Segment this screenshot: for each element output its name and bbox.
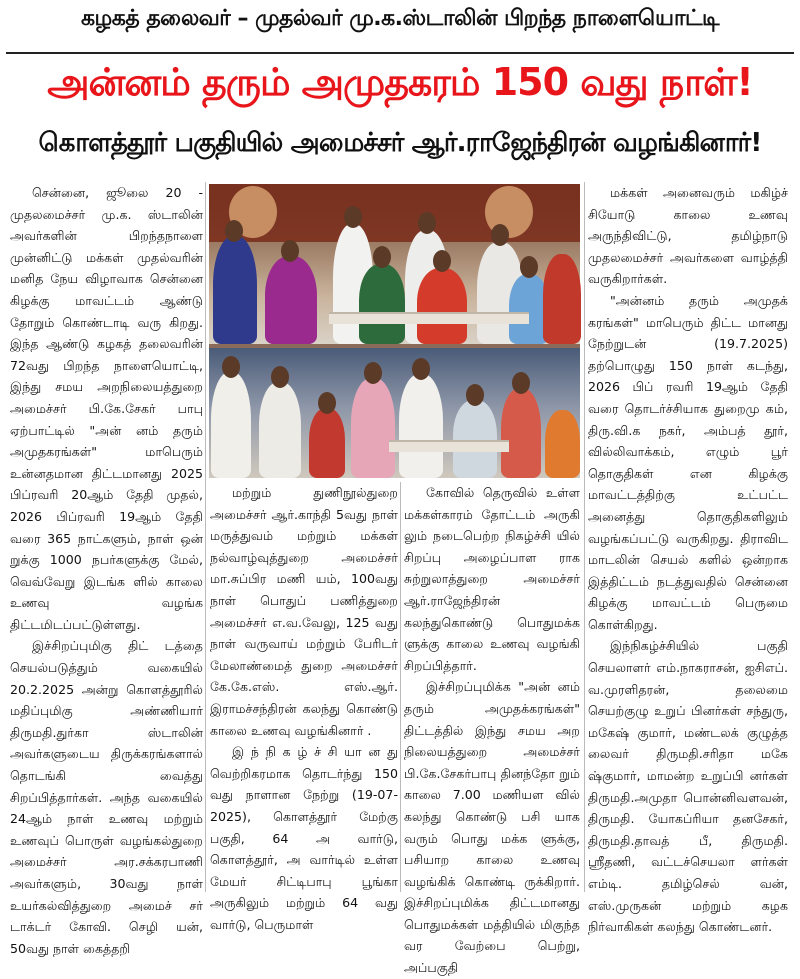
person-head: [364, 362, 382, 384]
column-divider: [205, 182, 206, 892]
photo-food-distribution-top: [209, 184, 580, 344]
person-head: [225, 220, 243, 242]
person-figure: [399, 374, 443, 478]
person-figure: [259, 382, 301, 478]
paragraph: இச்சிறப்புமிகு திட் டத்தை செயல்படுத்தும் வகையில் 20.2.2025 அன்று கொளத்தூரில் மதிப்புமிகு அண்ணியார் திருமதி.துர்கா ஸ்டாலின் அவர்களுடைய திருக்கரங்களால் தொடங்கி வைத்து சிறப்பித்தார்கள். அந்த வகையில் 24ஆம் நாள் உணவு மற்றும் உணவுப் பொருள் வழங்கல்துறை அமைச்சர் அர.சக்கரபாணி அவர்களும், 30வது நாள் உயர்கல்வித்துறை அமைச் சர் டாக்டர் கோவி. செழி யன், 50வது நாள் கைத்தறி: [10, 638, 203, 956]
paragraph: இ ந் நி க ழ் ச் சி யா ன து வெற்றிகரமாக தொடர்ந்து 150 வது நாளான நேற்று (19-07-2025), கொளத்தூர் மேற்கு பகுதி, 64 அ வார்டு, கொளத்தூர், அ வார்டில் உள்ள மேயர் சிட்டிபாபு பூங்கா அருகிலும் மற்றும் 64 வது வார்டு, பெருமாள்: [210, 744, 398, 932]
person-head: [344, 206, 362, 228]
person-head: [520, 256, 538, 278]
paragraph: சென்னை, ஜூலை 20 - முதலமைச்சர் மு.க. ஸ்டாலின் அவர்களின் பிறந்தநாளை முன்னிட்டு மக்கள் முதல்வரின் மனித நேய விழாவாக சென்னை கிழக்கு மாவட்டம் ஆண்டு தோறும் கொண்டாடி வரு கிறது. இந்த ஆண்டு கழகத் தலைவரின் 72வது பிறந்த நாளையொட்டி, இந்து சமய அறநிலையத்துறை அமைச்சர் பி.கே.சேகர் பாபு ஏற்பாட்டில் "அன் னம் தரும் அமுதகரங்கள்" மாபெரும் உன்னதமான திட்டமானது 2025 பிப்ரவரி 20ஆம் தேதி முதல், 2026 பிப்ரவரி 19ஆம் தேதி வரை 365 நாட்களும், நாள் ஒன் றுக்கு 1000 நபர்களுக்கு மேல், வெவ்வேறு இடங்க ளில் காலை உணவு வழங்க திட்டமிடப்பட்டுள்ளது.: [10, 185, 203, 632]
person-head: [222, 356, 240, 378]
person-head: [512, 372, 530, 394]
paragraph: கோவில் தெருவில் உள்ள மக்கள்காரம் தோட்டம் அருகி லும் நடைபெற்ற நிகழ்ச்சி யில் சிறப்பு அழைப்பாள ராக சுற்றுலாத்துறை அமைச்சர் ஆர்.ராஜேந்திரன் கலந்துகொண்டு பொதுமக்க ளுக்கு காலை உணவு வழங்கி சிறப்பித்தார்.: [404, 485, 580, 673]
column-divider: [400, 482, 401, 892]
headline: அன்னம் தரும் அமுதகரம் 150 வது நாள்!: [47, 60, 753, 104]
person-figure: [501, 388, 541, 478]
photo-food-distribution-bottom: [209, 348, 580, 478]
article-column-3: [404, 482, 580, 976]
kicker-divider: [6, 52, 794, 54]
serving-table: [389, 440, 509, 452]
person-figure: [453, 400, 497, 478]
person-figure: [213, 236, 257, 344]
person-figure: [545, 410, 580, 478]
person-head: [318, 392, 336, 414]
paragraph: "அன்னம் தரும் அமுதக் கரங்கள்" மாபெரும் திட்ட மானது நேற்றுடன் (19.7.2025) தற்பொழுது 150 நாள் கடந்து, 2026 பிப் ரவரி 19ஆம் தேதி வரை தொடர்ச்சியாக துறைமு கம், திரு.வி.க நகர், அம்பத் தூர், வில்லிவாக்கம், எழும் பூர் தொகுதிகள் என கிழக்கு மாவட்டத்திற்கு உட்பட்ட அனைத்து தொகுதிகளிலும் வழங்கப்பட்டு வருகிறது. திராவிட மாடலின் செயல் களில் ஒன்றாக இத்திட்டம் நடத்துவதில் சென்னை கிழக்கு மாவட்டம் பெருமை கொள்கிறது.: [588, 292, 788, 632]
person-figure: [265, 256, 317, 344]
person-head: [466, 384, 484, 406]
person-head: [433, 250, 451, 272]
paragraph: மற்றும் துணிநூல்துறை அமைச்சர் ஆர்.காந்தி 5வது நாள் மருத்துவம் மற்றும் மக்கள் நல்வாழ்வுத்துறை அமைச்சர் மா.சுப்பிர மணி யம், 100வது நாள் பொதுப் பணித்துறை அமைச்சர் எ.வ.வேலு, 125 வது நாள் வருவாய் மற்றும் பேரிடர் மேலாண்மைத் துறை அமைச்சர் கே.கே.எஸ். எஸ்.ஆர். இராமச்சந்திரன் கலந்து கொண்டு காலை உணவு வழங்கினார் .: [210, 485, 398, 738]
person-head: [373, 246, 391, 268]
column-divider: [584, 182, 585, 892]
serving-table: [329, 312, 529, 324]
person-figure: [543, 254, 581, 344]
person-head: [271, 366, 289, 388]
person-figure: [417, 268, 467, 344]
article-column-1: [10, 182, 203, 956]
subheadline: கொளத்தூர் பகுதியில் அமைச்சர் ஆர்.ராஜேந்திரன் வழங்கினார்!: [38, 128, 762, 158]
kicker-line: கழகத் தலைவர் – முதல்வர் மு.க.ஸ்டாலின் பிறந்த நாளையொட்டி: [80, 6, 720, 31]
person-head: [418, 212, 436, 234]
person-figure: [359, 264, 405, 344]
paragraph: இச்சிறப்புமிக்க "அன் னம் தரும் அமுதக்கரங்கள்" திட்டத்தில் இந்து சமய அற நிலையத்துறை அமைச்சர் பி.கே.சேகர்பாபு தினந்தோ றும் காலை 7.00 மணியள வில் கலந்து கொண்டு பசி யாக வரும் பொது மக்க ளுக்கு, பசியாற காலை உணவு வழங்கிக் கொண்டி ருக்கிறார். இச்சிறப்புமிக்க திட்டமானது பொதுமக்கள் மத்தியில் மிகுந்த வர வேற்பை பெற்று, அப்பகுதி: [404, 679, 580, 976]
person-head: [412, 358, 430, 380]
person-figure: [351, 378, 395, 478]
photo-block: [209, 184, 580, 478]
article-column-4: [588, 182, 788, 935]
person-head: [281, 240, 299, 262]
paragraph: மக்கள் அனைவரும் மகிழ்ச் சியோடு காலை உணவு அருந்திவிட்டு, தமிழ்நாடு முதலமைச்சர் அவர்களை வாழ்த்தி வருகிறார்கள்.: [588, 185, 788, 287]
person-head: [491, 224, 509, 246]
person-figure: [211, 372, 251, 478]
person-figure: [309, 408, 345, 478]
paragraph: இந்நிகழ்ச்சியில் பகுதி செயலாளர் எம்.நாகராசன், ஐசிஎப். வ.முரளிதரன், தலைமை செயற்குழு உறுப் பினர்கள் சந்துரு, மகேஷ் குமார், மண்டலக் குழுத்த லைவர் திருமதி.சரிதா மகே ஷ்குமார், மாமன்ற உறுப்பி னர்கள் திருமதி.அமுதா பொன்னிவளவன், திருமதி. யோகப்ரியா தனசேகர், திருமதி.தாவத் பீ, திருமதி. ஸ்ரீதணி, வட்டச்செயலா ளர்கள் எம்டி. தமிழ்செல் வன், எஸ்.முருகன் மற்றும் கழக நிர்வாகிகள் கலந்து கொண்டனர்.: [588, 638, 788, 935]
article-column-2: [210, 482, 398, 932]
